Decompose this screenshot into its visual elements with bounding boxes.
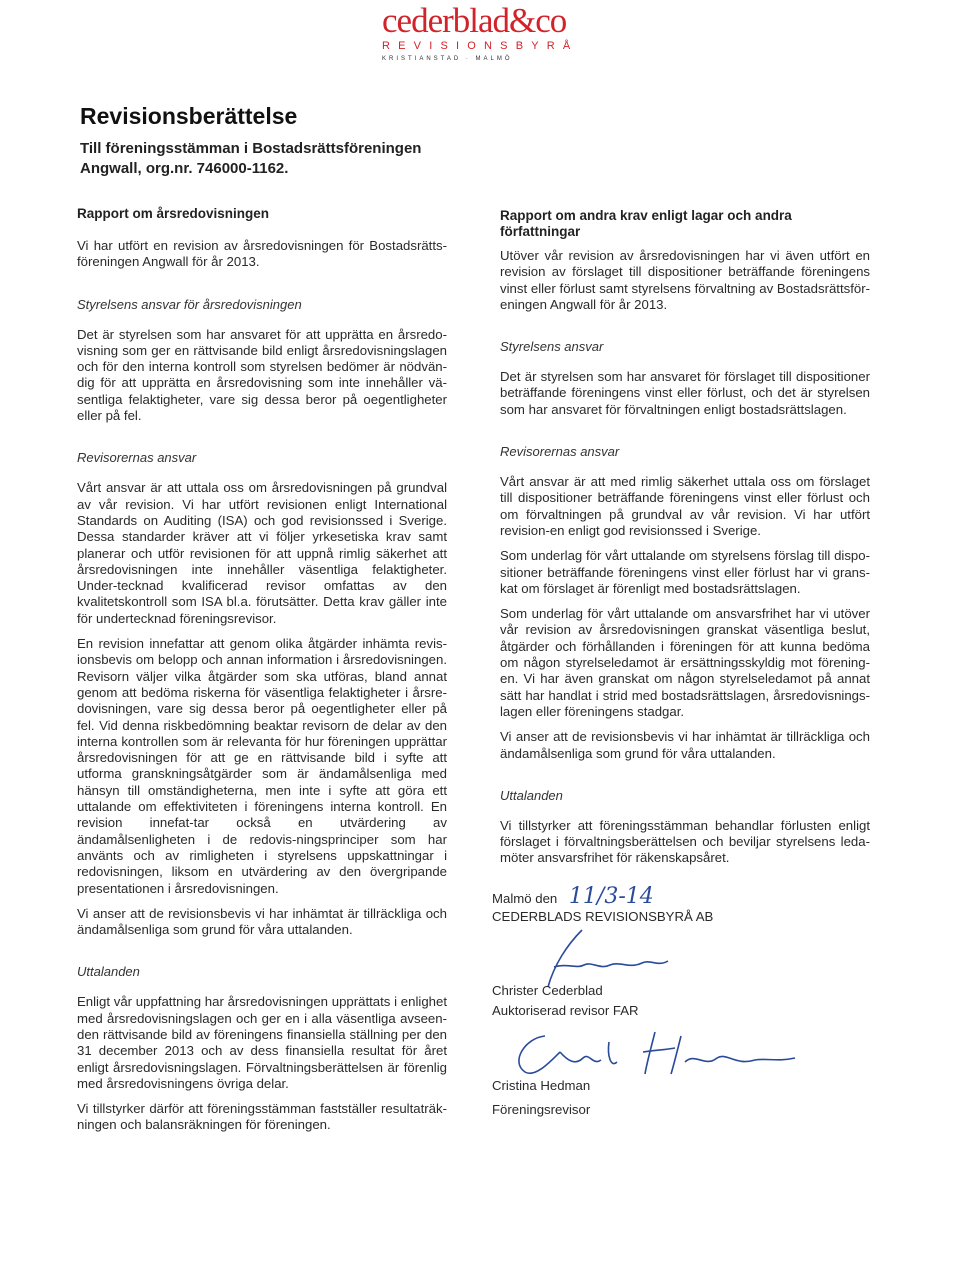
auditor-responsibility-heading: Revisorernas ansvar <box>77 450 197 466</box>
logo-name: cederblad&co <box>382 1 567 40</box>
right-column <box>500 208 870 876</box>
auditor-responsibility-heading-right: Revisorernas ansvar <box>500 444 620 460</box>
signer-1-title: Auktoriserad revisor FAR <box>492 1003 639 1018</box>
document-organization: Angwall, org.nr. 746000-1162. <box>80 160 289 177</box>
board-responsibility-heading: Styrelsens ansvar för årsredovisningen <box>77 296 302 312</box>
signer-2-name: Cristina Hedman <box>492 1078 591 1093</box>
auditor-responsibility-p3: Vi anser att de revisionsbevis vi har inhämtat är tillräckliga och ändamålsenliga som grund för våra uttalanden. <box>77 905 447 938</box>
signer-2-title: Föreningsrevisor <box>492 1102 591 1117</box>
place-label: Malmö den <box>492 891 558 906</box>
board-responsibility-text: Det är styrelsen som har ansvaret för att upprätta en årsredo-visning som ger en rättvisande bild enligt årsredovisningslagen och för den interna kontroll som styrelsen bedömer är nödvän-dig för att upprätta en årsredovisning som inte innehåller vä-sentliga felaktigheter, vare sig dessa beror på oegentligheter eller på fel. <box>77 326 447 424</box>
other-requirements-intro: Utöver vår revision av årsredovisningen har vi även utfört en revision av förslaget till dispositioner beträffande föreningens vinst eller förlust samt styrelsens förvaltning av Bostadsrättsför-eningen Angwall för år 2013. <box>500 248 870 312</box>
signature-place-date <box>492 884 912 909</box>
company-logo <box>382 2 582 63</box>
logo-subtitle: REVISIONSBYRÅ <box>382 40 579 52</box>
left-column <box>77 206 447 1143</box>
document-addressee: Till föreningsstämman i Bostadsrättsföreningen <box>80 140 422 157</box>
auditor-responsibility-p1: Vårt ansvar är att uttala oss om årsredovisningen på grundval av vår revision. Vi har utfört revisionen enligt International Standards on Auditing (ISA) och god revisionssed i Sverige. Dessa standarder kräver att vi följer yrkesetiska krav samt planerar och utför revisionen för att uppnå rimlig säkerhet att årsredovisningen inte innehåller väsentliga felaktigheter. Under-tecknad kvalificerad revisor omfattas av den kvalitetskontroll som ISA bl.a. förutsätter. Detta krav gäller inte för undertecknad föreningsrevisor. <box>77 480 447 626</box>
annual-report-intro: Vi har utfört en revision av årsredovisningen för Bostadsrätts-föreningen Angwall för år 2013. <box>77 238 447 270</box>
firm-name: CEDERBLADS REVISIONSBYRÅ AB <box>492 909 714 924</box>
statements-p1: Enligt vår uppfattning har årsredovisningen upprättats i enlighet med årsredovisningslagen och ger en i alla väsentliga avseen-den rättvisande bild av föreningens finansiella ställning per den 31 december 2013 och av dess finansiella resultat för året enligt årsredovisningslagen. Förvaltningsberättelsen är förenlig med årsredovisningens övriga delar. <box>77 994 447 1091</box>
signature-2-scribble <box>505 1022 805 1082</box>
board-responsibility-heading-right: Styrelsens ansvar <box>500 339 604 355</box>
statements-p2: Vi tillstyrker därför att föreningsstämman fastställer resultaträk-ningen och balansräkningen för föreningen. <box>77 1101 447 1133</box>
statements-heading-right: Uttalanden <box>500 787 563 803</box>
auditor-responsibility-right-p4: Vi anser att de revisionsbevis vi har inhämtat är tillräckliga och ändamålsenliga som grund för våra uttalanden. <box>500 729 870 761</box>
document-title: Revisionsberättelse <box>80 103 298 129</box>
annual-report-heading: Rapport om årsredovisningen <box>77 206 270 221</box>
auditor-responsibility-p2: En revision innefattar att genom olika åtgärder inhämta revis-ionsbevis om belopp och annan information i årsredovisningen. Revisorn väljer vilka åtgärder som ska utföras, bland annat genom att bedöma riskerna för väsentliga felaktigheter i årsre-dovisningen, vare sig dessa beror på oegentligheter eller på fel. Vid denna riskbedömning beaktar revisorn de delar av den interna kontrollen som är relevanta för hur föreningen upprättar årsredovisningen för att ge en rättvisande bild i syfte att utforma granskningsåtgärder som är ändamålsenliga med hänsyn till omständigheterna, men inte i syfte att göra ett uttalande om effektiviteten i föreningens interna kontroll. En revision innefat-tar också en utvärdering av ändamålsenligheten i de redovis-ningsprinciper som har använts och av rimligheten i styrelsens uppskattningar i redovisningen, liksom en utvärdering av den övergripande presentationen i årsredovisningen. <box>77 636 447 896</box>
other-requirements-heading: Rapport om andra krav enligt lagar och andra författningar <box>500 208 792 239</box>
auditor-responsibility-right-p1: Vårt ansvar är att med rimlig säkerhet uttala oss om förslaget till dispositioner beträffande föreningens vinst eller förlust och om förvaltningen på grundval av vår revision. Vi har utfört revision-en enligt god revisionssed i Sverige. <box>500 474 870 538</box>
statements-right-p1: Vi tillstyrker att föreningsstämman behandlar förlusten enligt förslaget i förvaltningsberättelsen och beviljar styrelsens leda-möter ansvarsfrihet för räkenskapsåret. <box>500 817 870 866</box>
signer-1-name: Christer Cederblad <box>492 983 603 998</box>
handwritten-date: 11/3-14 <box>568 884 654 909</box>
logo-locations: KRISTIANSTAD · MALMÖ <box>382 56 513 62</box>
board-responsibility-text-right: Det är styrelsen som har ansvaret för förslaget till dispositioner beträffande föreningens vinst eller förlust, och det är styrelsen som har ansvaret för förvaltningen enligt bostadsrättslagen. <box>500 369 870 417</box>
auditor-responsibility-right-p2: Som underlag för vårt uttalande om styrelsens förslag till dispo-sitioner beträffande föreningens vinst eller förlust har vi grans-kat om förslaget är förenligt med bostadsrättslagen. <box>500 548 870 596</box>
statements-heading: Uttalanden <box>77 964 140 980</box>
auditor-responsibility-right-p3: Som underlag för vårt uttalande om ansvarsfrihet har vi utöver vår revision av årsredovisningen granskat väsentliga beslut, åtgärder och förhållanden i föreningen för att kunna bedöma om någon styrelseledamot är ersättningsskyldig mot förening-en. Vi har även granskat om någon styrelseledamot på annat sätt har handlat i strid med bostadsrättslagen, årsredovisnings-lagen eller föreningens stadgar. <box>500 606 870 719</box>
